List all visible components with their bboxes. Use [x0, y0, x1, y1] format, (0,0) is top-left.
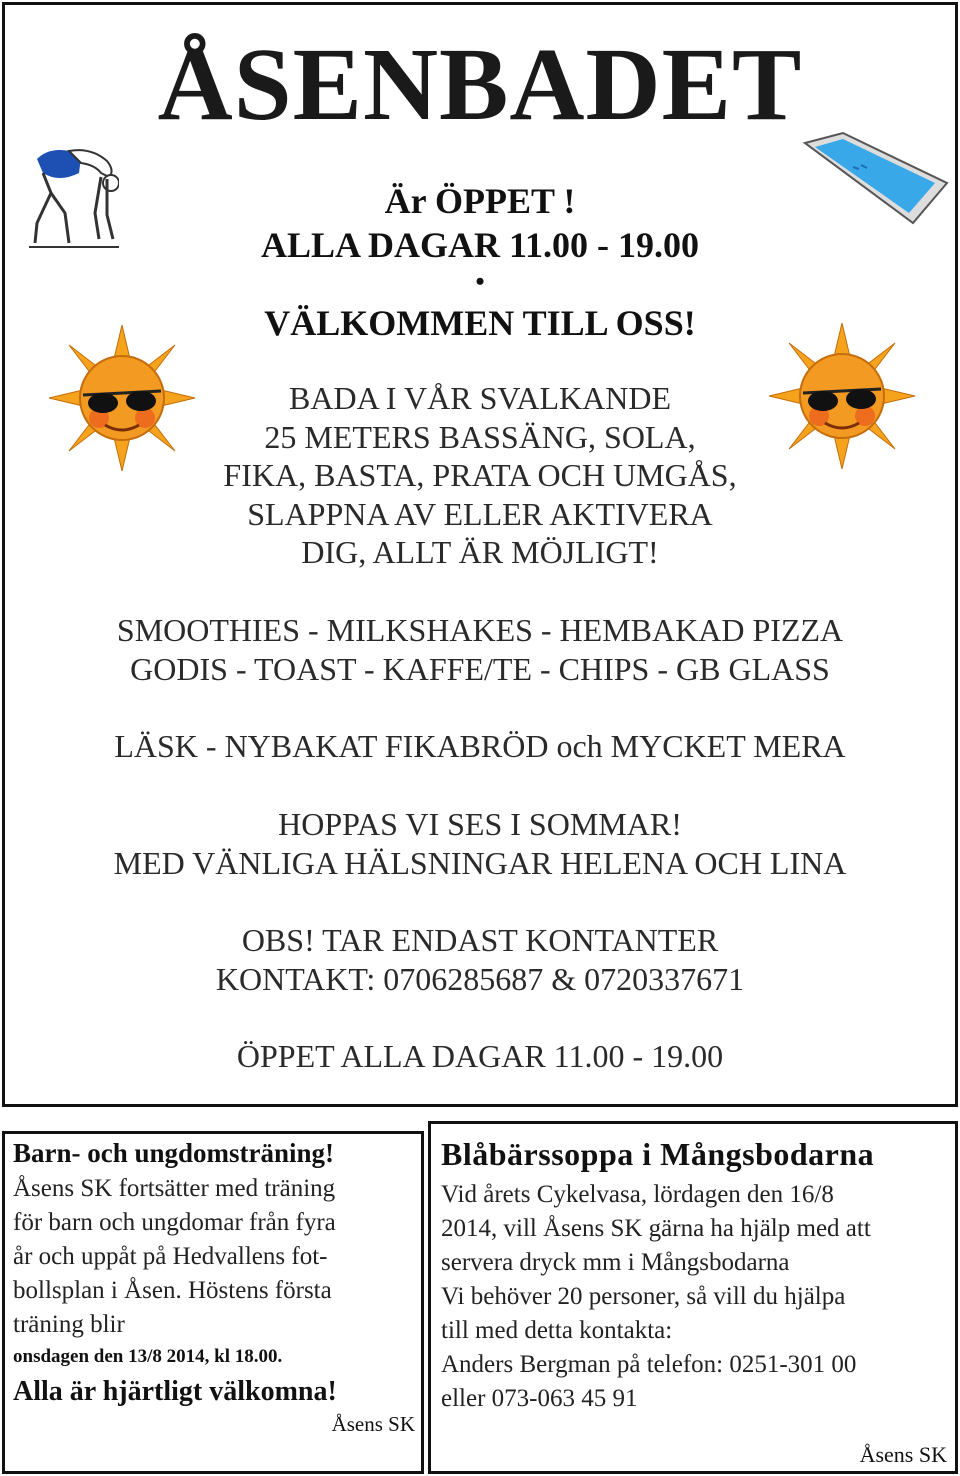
menu-text: [5, 611, 955, 688]
ad-line: till med detta kontakta:: [441, 1317, 673, 1344]
sun-with-sunglasses-icon: [47, 323, 197, 473]
opening-hours: ÖPPET ALLA DAGAR 11.00 - 19.00: [236, 1038, 724, 1074]
blueberry-soup-title: Blåbärssoppa i Mångsbodarna: [441, 1136, 875, 1172]
blueberry-soup-ad: [428, 1121, 958, 1474]
menu-extra: LÄSK - NYBAKAT FIKABRÖD och MYCKET MERA: [114, 728, 846, 764]
ad-line: Vi behöver 20 personer, så vill du hjälpa: [441, 1283, 846, 1310]
ad-line: Vid årets Cykelvasa, lördagen den 16/8: [441, 1181, 834, 1208]
ad-line: bollsplan i Åsen. Höstens första: [13, 1277, 332, 1304]
greeting-text: [5, 805, 955, 882]
ad-line: 2014, vill Åsens SK gärna ha hjälp med att: [441, 1215, 871, 1242]
blueberry-soup-text: [441, 1178, 871, 1416]
cash-only-notice: OBS! TAR ENDAST KONTANTER: [241, 922, 719, 958]
contact-phone: Anders Bergman på telefon: 0251-301 00: [441, 1351, 857, 1378]
swimming-pool-icon: [801, 131, 951, 226]
welcome-text: Alla är hjärtligt välkomna!: [13, 1376, 337, 1407]
menu-line: GODIS - TOAST - KAFFE/TE - CHIPS - GB GLASS: [130, 650, 830, 687]
sun-with-sunglasses-icon: [767, 321, 917, 471]
youth-training-title: Barn- och ungdomsträning!: [13, 1138, 335, 1168]
ad-line: Åsens SK fortsätter med träning: [13, 1175, 336, 1202]
ad-line: träning blir: [13, 1311, 125, 1338]
intro-line: SLAPPNA AV ELLER AKTIVERA: [247, 495, 713, 532]
welcome-headline: VÄLKOMMEN TILL OSS!: [264, 303, 696, 343]
intro-line: 25 METERS BASSÄNG, SOLA,: [264, 418, 696, 455]
intro-line: DIG, ALLT ÄR MÖJLIGT!: [301, 534, 659, 570]
ad-line: för barn och ungdomar från fyra: [13, 1209, 336, 1236]
contact-phone: KONTAKT: 0706285687 & 0720337671: [215, 960, 745, 997]
open-hours-headline: ALLA DAGAR 11.00 - 19.00: [260, 225, 700, 265]
contact-mobile: eller 073-063 45 91: [441, 1385, 638, 1412]
swimmer-diving-icon: [29, 143, 119, 255]
ad-line: servera dryck mm i Mångsbodarna: [441, 1249, 790, 1276]
signature: Åsens SK: [859, 1442, 947, 1467]
ad-line: år och uppåt på Hedvallens fot-: [13, 1243, 328, 1270]
poster-title: ÅSENBADET: [157, 27, 803, 142]
menu-line: SMOOTHIES - MILKSHAKES - HEMBAKAD PIZZA: [116, 612, 844, 648]
poster-box: [2, 2, 958, 1107]
info-text: [5, 921, 955, 998]
open-headline: Är ÖPPET !: [384, 181, 576, 221]
bullet-separator: •: [475, 267, 485, 296]
training-date: onsdagen den 13/8 2014, kl 18.00.: [13, 1346, 283, 1367]
signature: Åsens SK: [331, 1412, 415, 1436]
youth-training-text: [13, 1172, 336, 1342]
intro-line: BADA I VÅR SVALKANDE: [289, 380, 671, 416]
intro-line: FIKA, BASTA, PRATA OCH UMGÅS,: [223, 457, 737, 493]
greeting-line: HOPPAS VI SES I SOMMAR!: [278, 806, 682, 842]
greeting-line: MED VÄNLIGA HÄLSNINGAR HELENA OCH LINA: [113, 844, 847, 881]
youth-training-ad: [2, 1131, 424, 1474]
